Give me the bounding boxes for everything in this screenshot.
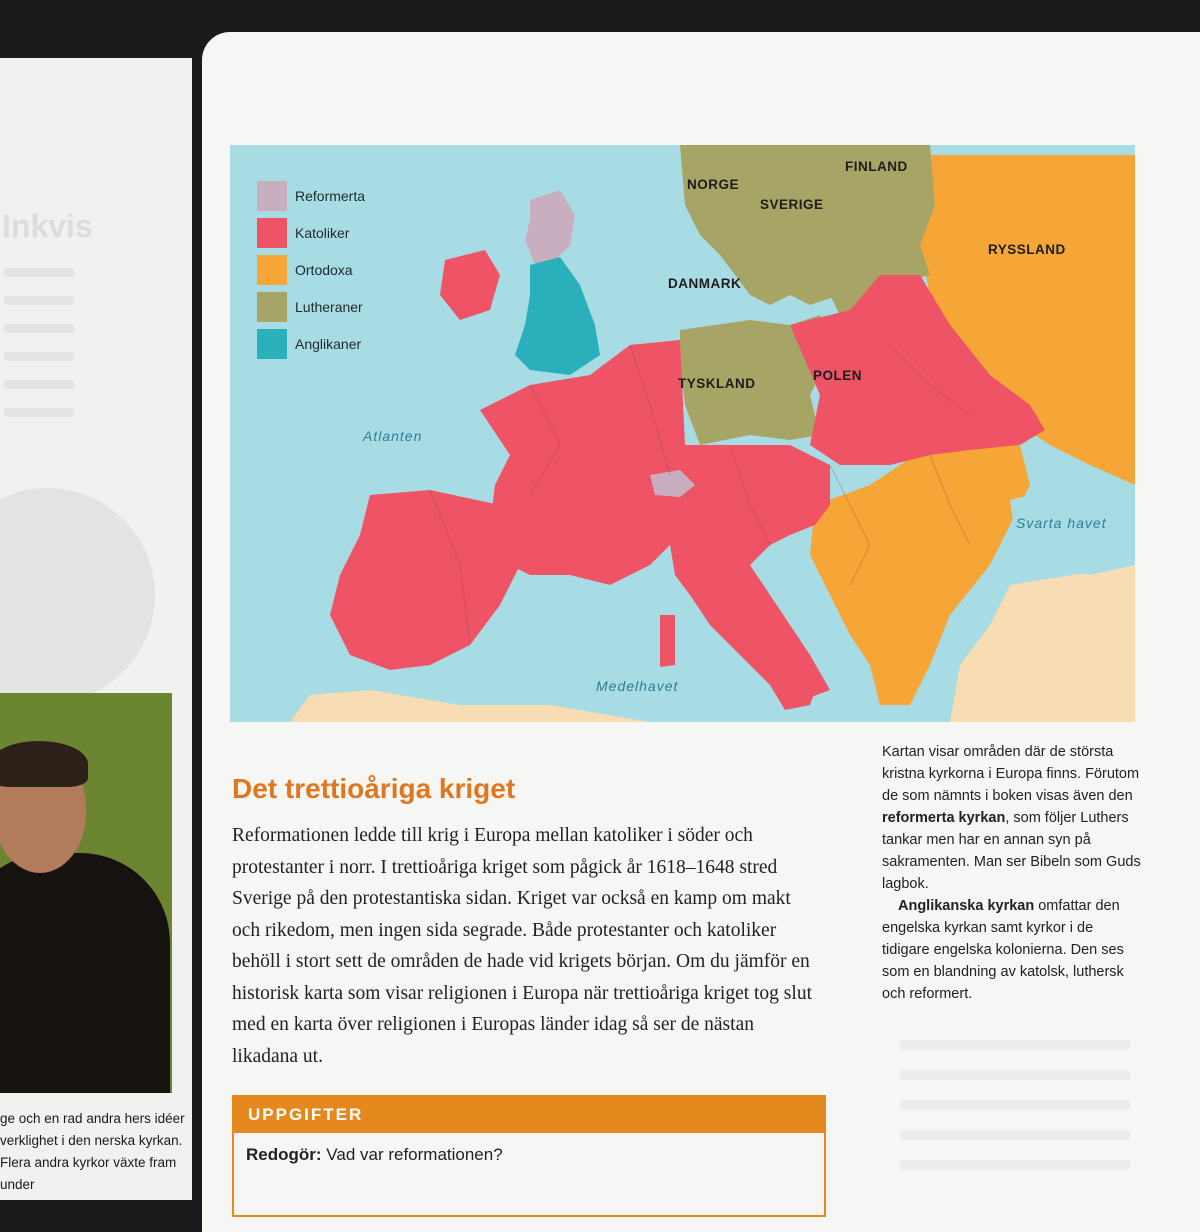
legend-swatch: [257, 181, 287, 211]
label-svarta-havet: Svarta havet: [1016, 515, 1107, 531]
faint-text-line: [900, 1160, 1130, 1170]
faint-text-line: [900, 1070, 1130, 1080]
legend-item-anglikaner: Anglikaner: [257, 325, 365, 362]
left-page: [0, 58, 192, 1200]
label-medelhavet: Medelhavet: [596, 678, 679, 694]
section-title: Det trettioåriga kriget: [232, 773, 516, 804]
faint-text-line: [4, 296, 74, 305]
label-sverige: SVERIGE: [760, 197, 824, 212]
legend-item-reformerta: Reformerta: [257, 177, 365, 214]
left-page-heading: Inkvis: [2, 208, 93, 244]
region-sardinien: [660, 615, 675, 667]
label-norge: NORGE: [687, 177, 740, 192]
tasks-header: UPPGIFTER: [234, 1095, 824, 1133]
europe-religion-map: [230, 145, 1135, 722]
tasks-box: [232, 1095, 826, 1217]
label-finland: FINLAND: [845, 159, 908, 174]
luther-portrait: [0, 693, 172, 1093]
label-danmark: DANMARK: [668, 276, 742, 291]
faint-text-line: [4, 380, 74, 389]
legend-swatch: [257, 292, 287, 322]
map-caption-p1: Kartan visar områden där de största kristna kyrkorna i Europa finns. Förutom de som nämnts i boken visas även den reformerta kyrkan, som följer Luthers tankar men har en annan syn på sakramenten. Man ser Bibeln som Guds lagbok.: [882, 744, 1141, 892]
map-legend: [257, 177, 365, 362]
label-polen: POLEN: [813, 368, 863, 383]
faint-text-line: [4, 324, 74, 333]
legend-item-katoliker: Katoliker: [257, 214, 365, 251]
faint-text-line: [4, 408, 74, 417]
label-atlanten: Atlanten: [363, 428, 423, 444]
task-row-1: Redogör: Vad var reformationen?: [246, 1145, 503, 1164]
faint-text-line: [4, 268, 74, 277]
faint-text-line: [4, 352, 74, 361]
decorative-circle: [0, 488, 155, 703]
map-caption: [882, 741, 1142, 1005]
legend-item-lutheraner: Lutheraner: [257, 288, 365, 325]
map-caption-p2: Anglikanska kyrkan omfattar den engelska kyrkan samt kyrkor i de tidigare engelska kolonierna. Den ses som en blandning av katolsk, luthersk och reformert.: [882, 898, 1124, 1002]
legend-swatch: [257, 329, 287, 359]
legend-item-ortodoxa: Ortodoxa: [257, 251, 365, 288]
portrait-caption: ge och en rad andra hers idéer verklighet i den nerska kyrkan. Flera andra kyrkor växte fram under: [0, 1111, 185, 1192]
faint-text-line: [900, 1130, 1130, 1140]
legend-swatch: [257, 255, 287, 285]
faint-text-line: [900, 1100, 1130, 1110]
label-ryssland: RYSSLAND: [988, 242, 1066, 257]
legend-swatch: [257, 218, 287, 248]
label-tyskland: TYSKLAND: [678, 376, 756, 391]
faint-text-line: [900, 1040, 1130, 1050]
section-body: Reformationen ledde till krig i Europa mellan katoliker i söder och protestanter i norr. I trettioåriga kriget som pågick år 1618–1648 stred Sverige på den protestantiska sidan. Kriget var också en kamp om makt och rikedom, men ingen sida segrade. Både protestanter och katoliker behöll i stort sett de områden de hade vid krigets början. Om du jämför en historisk karta som visar religionen i Europa när trettioåriga kriget tog slut med en karta över religionen i Europas länder idag så ser de nästan likadana ut.: [232, 825, 812, 1067]
